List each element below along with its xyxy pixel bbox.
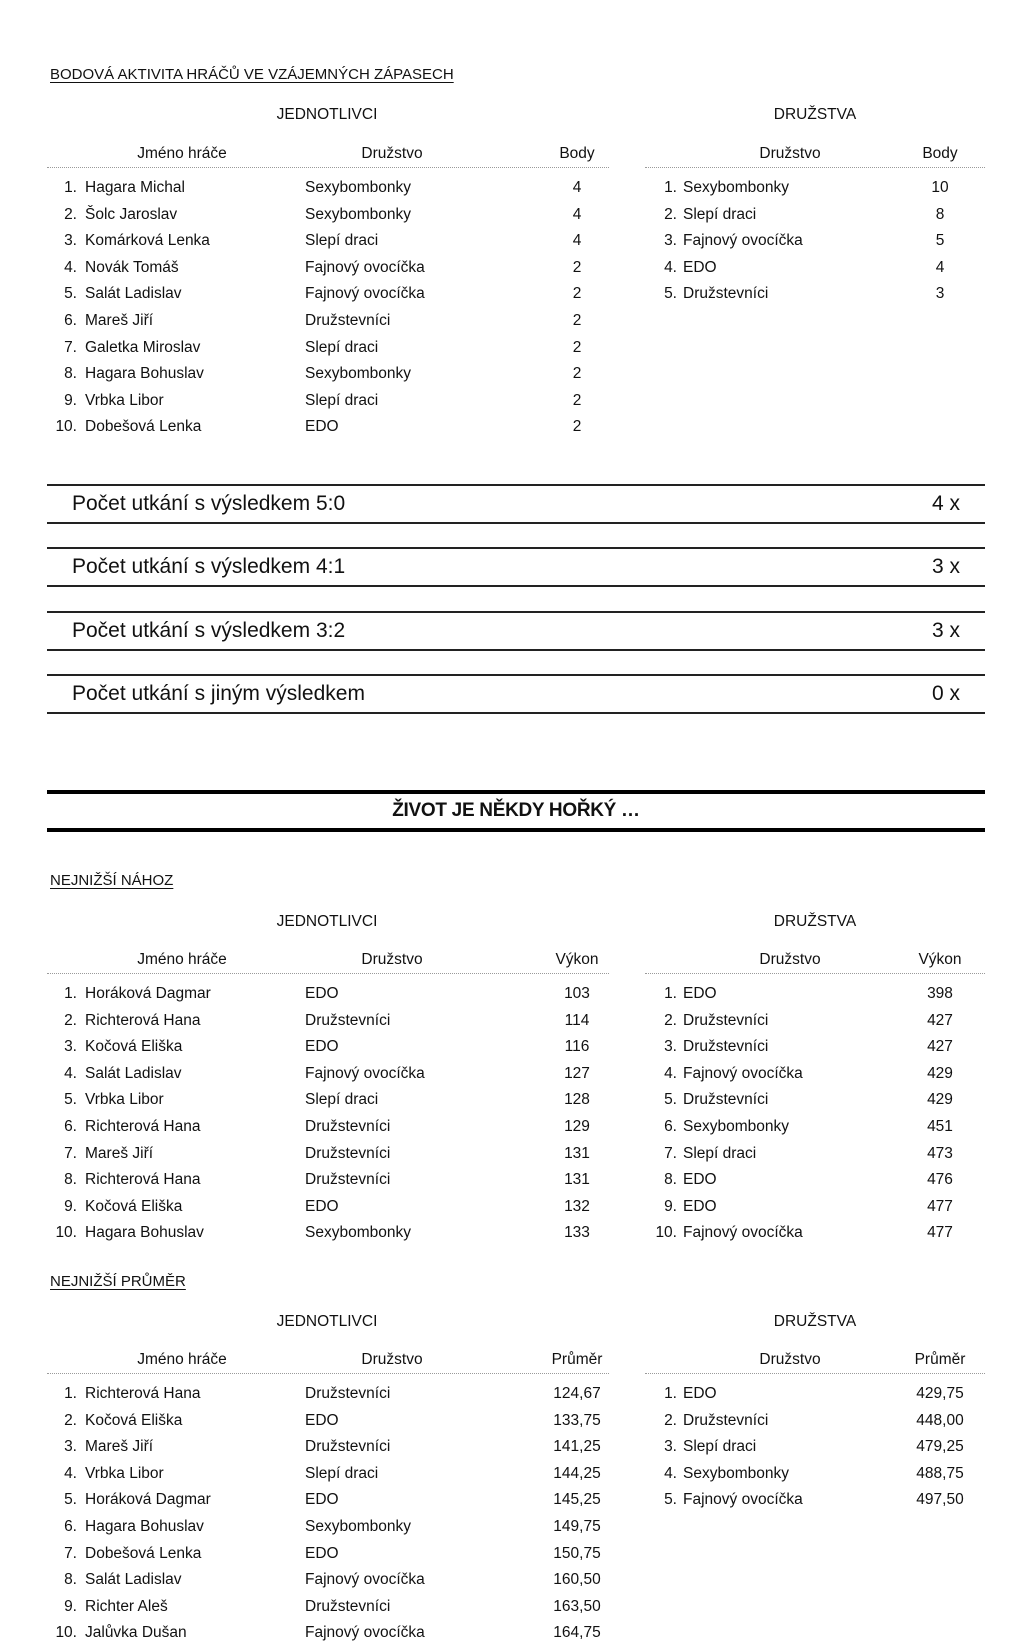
- team-name: Fajnový ovocíčka: [305, 285, 425, 303]
- table-row: [47, 1118, 609, 1140]
- value: 5: [935, 232, 945, 250]
- rank: 8.: [64, 1571, 77, 1589]
- player-name: Dobešová Lenka: [85, 1544, 202, 1562]
- table-row: [47, 1038, 609, 1060]
- rank: 10.: [655, 1224, 677, 1242]
- value: 429: [927, 1091, 953, 1109]
- player-name: Mareš Jiří: [85, 1144, 154, 1162]
- rank: 6.: [64, 1118, 77, 1135]
- player-name: Hagara Bohuslav: [85, 1518, 204, 1535]
- result-label: Počet utkání s výsledkem 5:0: [72, 492, 346, 515]
- rank: 8.: [664, 1171, 677, 1189]
- rank: 3.: [664, 232, 677, 250]
- table-row: [47, 285, 609, 307]
- column-header-team: Družstvo: [759, 1351, 821, 1368]
- column-header-team: Družstvo: [361, 951, 423, 968]
- individuals-table: [47, 145, 609, 436]
- column-headers: [645, 145, 985, 165]
- result-count: 0 x: [931, 682, 960, 705]
- rank: 9.: [664, 1197, 677, 1215]
- team-name: Sexybombonky: [305, 1224, 411, 1242]
- table-row: [47, 1598, 609, 1620]
- dotted-divider: [645, 973, 985, 974]
- table-row: [645, 1465, 985, 1487]
- column-header-team: Družstvo: [759, 951, 821, 968]
- table-row: [645, 1171, 985, 1193]
- table-row: [47, 1385, 609, 1407]
- table-row: [645, 1224, 985, 1246]
- dotted-divider: [645, 167, 985, 168]
- rank: 2.: [64, 1411, 77, 1429]
- column-header-name: Jméno hráče: [137, 145, 227, 162]
- value: 127: [564, 1064, 590, 1082]
- table-row: [645, 1065, 985, 1087]
- table-row: [47, 1012, 609, 1034]
- player-name: Galetka Miroslav: [85, 338, 201, 356]
- team-name: Fajnový ovocíčka: [305, 258, 425, 276]
- team-name: Slepí draci: [305, 232, 379, 250]
- column-header-team: Družstvo: [361, 1351, 423, 1368]
- value: 477: [927, 1197, 953, 1215]
- table-row: [645, 1118, 985, 1140]
- value: 427: [927, 1011, 953, 1029]
- rank: 7.: [64, 1544, 77, 1562]
- player-name: Richterová Hana: [85, 1011, 201, 1029]
- value: 124,67: [553, 1385, 601, 1402]
- team-name: EDO: [683, 1197, 717, 1215]
- value: 429,75: [916, 1385, 964, 1402]
- value: 2: [572, 258, 582, 276]
- result-row: [47, 484, 985, 524]
- player-name: Kočová Eliška: [85, 1038, 183, 1056]
- team-name: Družstevníci: [305, 1011, 391, 1029]
- value: 398: [927, 985, 953, 1002]
- table-row: [47, 1438, 609, 1460]
- team-name: Sexybombonky: [305, 205, 411, 223]
- rank: 9.: [64, 1597, 77, 1615]
- rank: 1.: [64, 985, 77, 1002]
- team-name: EDO: [305, 1197, 339, 1215]
- value: 451: [927, 1118, 953, 1135]
- result-label: Počet utkání s jiným výsledkem: [72, 682, 365, 705]
- subtitle-teams: DRUŽSTVA: [773, 913, 857, 930]
- column-header-value: Výkon: [918, 951, 962, 968]
- banner-title: ŽIVOT JE NĚKDY HOŘKÝ …: [392, 800, 640, 821]
- team-name: EDO: [305, 1491, 339, 1509]
- table-row: [47, 1145, 609, 1167]
- value: 497,50: [916, 1491, 964, 1509]
- subtitle-teams: DRUŽSTVA: [773, 106, 857, 123]
- team-name: Sexybombonky: [305, 1518, 411, 1535]
- team-name: EDO: [305, 418, 339, 436]
- rank: 3.: [664, 1438, 677, 1456]
- table-row: [645, 232, 985, 254]
- team-name: Sexybombonky: [683, 1464, 789, 1482]
- value: 479,25: [916, 1438, 964, 1456]
- value: 133: [564, 1224, 590, 1242]
- rank: 4.: [664, 1464, 677, 1482]
- team-name: Slepí draci: [305, 391, 379, 409]
- value: 150,75: [553, 1544, 601, 1562]
- value: 488,75: [916, 1464, 964, 1482]
- column-headers: [47, 1351, 609, 1371]
- rank: 10.: [55, 418, 77, 436]
- player-name: Šolc Jaroslav: [85, 205, 178, 223]
- table-row: [47, 392, 609, 414]
- team-name: Slepí draci: [683, 1144, 757, 1162]
- table-row: [47, 1065, 609, 1087]
- value: 477: [927, 1224, 953, 1242]
- value: 429: [927, 1064, 953, 1082]
- rank: 5.: [64, 1091, 77, 1109]
- table-row: [645, 1438, 985, 1460]
- table-row: [47, 1198, 609, 1220]
- table-row: [645, 259, 985, 281]
- value: 4: [935, 258, 945, 276]
- column-headers: [645, 1351, 985, 1371]
- rank: 5.: [64, 285, 77, 303]
- player-name: Hagara Bohuslav: [85, 365, 204, 383]
- rank: 8.: [64, 365, 77, 383]
- value: 427: [927, 1038, 953, 1056]
- rank: 5.: [664, 1491, 677, 1509]
- team-name: Družstevníci: [305, 312, 391, 329]
- team-name: EDO: [305, 1544, 339, 1562]
- player-name: Richter Aleš: [85, 1597, 168, 1615]
- value: 163,50: [553, 1597, 601, 1615]
- individuals-table: [47, 951, 609, 1242]
- rank: 7.: [64, 338, 77, 356]
- value: 141,25: [553, 1438, 601, 1456]
- table-row: [47, 312, 609, 334]
- team-name: Fajnový ovocíčka: [305, 1571, 425, 1589]
- team-name: Sexybombonky: [305, 179, 411, 196]
- team-name: Družstevníci: [683, 1038, 769, 1056]
- column-header-value: Body: [559, 145, 595, 162]
- column-headers: [47, 145, 609, 165]
- section-title-lowest-throw: NEJNIŽŠÍ NÁHOZ: [50, 872, 174, 889]
- subtitle-individuals: JEDNOTLIVCI: [276, 1313, 378, 1330]
- table-row: [47, 1091, 609, 1113]
- value: 116: [564, 1038, 590, 1056]
- dotted-divider: [47, 167, 609, 168]
- section-title-point-activity: BODOVÁ AKTIVITA HRÁČŮ VE VZÁJEMNÝCH ZÁPASECH: [50, 66, 454, 83]
- table-row: [47, 259, 609, 281]
- value: 8: [935, 205, 945, 223]
- rank: 7.: [664, 1144, 677, 1162]
- team-name: Sexybombonky: [683, 179, 789, 196]
- column-header-value: Průměr: [914, 1351, 966, 1368]
- value: 149,75: [553, 1518, 601, 1535]
- teams-table: [645, 1351, 985, 1509]
- table-row: [645, 1145, 985, 1167]
- table-row: [47, 339, 609, 361]
- value: 145,25: [553, 1491, 601, 1509]
- value: 448,00: [916, 1411, 964, 1429]
- team-name: Družstevníci: [683, 1011, 769, 1029]
- team-name: Fajnový ovocíčka: [305, 1064, 425, 1082]
- rank: 2.: [64, 1011, 77, 1029]
- table-row: [645, 179, 985, 201]
- value: 2: [572, 312, 582, 329]
- table-row: [645, 1491, 985, 1513]
- table-row: [47, 1412, 609, 1434]
- team-name: Slepí draci: [305, 338, 379, 356]
- value: 131: [564, 1144, 590, 1162]
- team-name: Fajnový ovocíčka: [683, 1224, 803, 1242]
- team-name: Družstevníci: [683, 1411, 769, 1429]
- table-row: [47, 1171, 609, 1193]
- value: 2: [572, 391, 582, 409]
- value: 2: [572, 338, 582, 356]
- team-name: Slepí draci: [683, 205, 757, 223]
- individuals-table: [47, 1351, 609, 1642]
- result-label: Počet utkání s výsledkem 4:1: [72, 555, 346, 578]
- result-row: [47, 611, 985, 651]
- rank: 1.: [664, 985, 677, 1002]
- team-name: Družstevníci: [305, 1144, 391, 1162]
- subtitle-teams: DRUŽSTVA: [773, 1313, 857, 1330]
- subtitle-individuals: JEDNOTLIVCI: [276, 106, 378, 123]
- player-name: Salát Ladislav: [85, 1571, 182, 1589]
- table-row: [47, 1465, 609, 1487]
- table-row: [47, 418, 609, 440]
- result-row: [47, 547, 985, 587]
- player-name: Mareš Jiří: [85, 312, 154, 329]
- player-name: Richterová Hana: [85, 1171, 201, 1189]
- rank: 1.: [664, 179, 677, 196]
- table-row: [47, 1491, 609, 1513]
- value: 473: [927, 1144, 953, 1162]
- player-name: Vrbka Libor: [85, 1464, 164, 1482]
- rank: 6.: [664, 1118, 677, 1135]
- rank: 5.: [64, 1491, 77, 1509]
- table-row: [47, 206, 609, 228]
- team-name: Fajnový ovocíčka: [305, 1624, 425, 1642]
- team-name: Slepí draci: [305, 1464, 379, 1482]
- column-header-team: Družstvo: [759, 145, 821, 162]
- value: 132: [564, 1197, 590, 1215]
- value: 4: [572, 179, 582, 196]
- team-name: Družstevníci: [305, 1438, 391, 1456]
- column-header-value: Body: [922, 145, 958, 162]
- player-name: Jalůvka Dušan: [85, 1624, 187, 1642]
- team-name: Sexybombonky: [683, 1118, 789, 1135]
- player-name: Dobešová Lenka: [85, 418, 202, 436]
- rank: 4.: [64, 1064, 77, 1082]
- team-name: EDO: [305, 985, 339, 1002]
- player-name: Hagara Michal: [85, 179, 185, 196]
- player-name: Horáková Dagmar: [85, 985, 211, 1002]
- team-name: Družstevníci: [305, 1118, 391, 1135]
- column-header-team: Družstvo: [361, 145, 423, 162]
- player-name: Salát Ladislav: [85, 285, 182, 303]
- rank: 7.: [64, 1144, 77, 1162]
- column-headers: [645, 951, 985, 971]
- player-name: Horáková Dagmar: [85, 1491, 211, 1509]
- rank: 3.: [664, 1038, 677, 1056]
- value: 128: [564, 1091, 590, 1109]
- rank: 6.: [64, 312, 77, 329]
- team-name: EDO: [683, 1385, 717, 1402]
- table-row: [47, 365, 609, 387]
- rank: 1.: [64, 179, 77, 196]
- rank: 5.: [664, 285, 677, 303]
- team-name: Sexybombonky: [305, 365, 411, 383]
- subtitle-individuals: JEDNOTLIVCI: [276, 913, 378, 930]
- rank: 4.: [64, 1464, 77, 1482]
- value: 144,25: [553, 1464, 601, 1482]
- dotted-divider: [645, 1373, 985, 1374]
- team-name: Fajnový ovocíčka: [683, 232, 803, 250]
- player-name: Salát Ladislav: [85, 1064, 182, 1082]
- table-row: [47, 179, 609, 201]
- rank: 3.: [64, 1038, 77, 1056]
- dotted-divider: [47, 1373, 609, 1374]
- player-name: Kočová Eliška: [85, 1411, 183, 1429]
- table-row: [47, 985, 609, 1007]
- result-count: 3 x: [931, 619, 960, 642]
- value: 114: [564, 1011, 590, 1029]
- value: 164,75: [553, 1624, 601, 1642]
- table-row: [47, 1224, 609, 1246]
- section-title-lowest-average: NEJNIŽŠÍ PRŮMĚR: [50, 1273, 186, 1290]
- player-name: Vrbka Libor: [85, 1091, 164, 1109]
- value: 2: [572, 365, 582, 383]
- table-row: [645, 1198, 985, 1220]
- table-row: [645, 985, 985, 1007]
- team-name: EDO: [683, 1171, 717, 1189]
- team-name: Družstevníci: [683, 1091, 769, 1109]
- team-name: EDO: [683, 985, 717, 1002]
- column-header-value: Výkon: [555, 951, 599, 968]
- table-row: [47, 1545, 609, 1567]
- value: 10: [931, 179, 949, 196]
- value: 2: [572, 418, 582, 436]
- team-name: Slepí draci: [683, 1438, 757, 1456]
- rank: 3.: [64, 232, 77, 250]
- rank: 2.: [664, 205, 677, 223]
- player-name: Vrbka Libor: [85, 391, 164, 409]
- value: 3: [935, 285, 945, 303]
- rank: 4.: [664, 258, 677, 276]
- rank: 8.: [64, 1171, 77, 1189]
- rank: 5.: [664, 1091, 677, 1109]
- table-row: [645, 1412, 985, 1434]
- table-row: [47, 232, 609, 254]
- player-name: Mareš Jiří: [85, 1438, 154, 1456]
- team-name: Fajnový ovocíčka: [683, 1064, 803, 1082]
- team-name: EDO: [683, 258, 717, 276]
- rank: 2.: [664, 1411, 677, 1429]
- teams-table: [645, 145, 985, 303]
- rank: 1.: [664, 1385, 677, 1402]
- player-name: Komárková Lenka: [85, 232, 210, 250]
- team-name: Družstevníci: [305, 1597, 391, 1615]
- dotted-divider: [47, 973, 609, 974]
- team-name: Fajnový ovocíčka: [683, 1491, 803, 1509]
- rank: 10.: [55, 1624, 77, 1642]
- value: 129: [564, 1118, 590, 1135]
- rank: 10.: [55, 1224, 77, 1242]
- value: 2: [572, 285, 582, 303]
- table-row: [645, 1012, 985, 1034]
- value: 103: [564, 985, 590, 1002]
- team-name: EDO: [305, 1411, 339, 1429]
- rank: 4.: [664, 1064, 677, 1082]
- player-name: Hagara Bohuslav: [85, 1224, 204, 1242]
- rank: 9.: [64, 391, 77, 409]
- result-count: 3 x: [931, 555, 960, 578]
- table-row: [47, 1518, 609, 1540]
- team-name: EDO: [305, 1038, 339, 1056]
- column-headers: [47, 951, 609, 971]
- value: 133,75: [553, 1411, 601, 1429]
- rank: 1.: [64, 1385, 77, 1402]
- column-header-name: Jméno hráče: [137, 1351, 227, 1368]
- rank: 6.: [64, 1518, 77, 1535]
- table-row: [47, 1624, 609, 1646]
- value: 4: [572, 232, 582, 250]
- rank: 9.: [64, 1197, 77, 1215]
- player-name: Richterová Hana: [85, 1385, 201, 1402]
- result-count: 4 x: [931, 492, 960, 515]
- rank: 2.: [64, 205, 77, 223]
- result-row: [47, 674, 985, 714]
- table-row: [645, 1385, 985, 1407]
- rank: 4.: [64, 258, 77, 276]
- value: 160,50: [553, 1571, 601, 1589]
- player-name: Novák Tomáš: [85, 258, 179, 276]
- result-label: Počet utkání s výsledkem 3:2: [72, 619, 346, 642]
- value: 476: [927, 1171, 953, 1189]
- table-row: [645, 1038, 985, 1060]
- table-row: [645, 1091, 985, 1113]
- team-name: Družstevníci: [683, 285, 769, 303]
- column-header-value: Průměr: [551, 1351, 603, 1368]
- teams-table: [645, 951, 985, 1242]
- team-name: Družstevníci: [305, 1385, 391, 1402]
- table-row: [47, 1571, 609, 1593]
- player-name: Kočová Eliška: [85, 1197, 183, 1215]
- table-row: [645, 206, 985, 228]
- team-name: Slepí draci: [305, 1091, 379, 1109]
- value: 131: [564, 1171, 590, 1189]
- value: 4: [572, 205, 582, 223]
- player-name: Richterová Hana: [85, 1118, 201, 1135]
- table-row: [645, 285, 985, 307]
- column-header-name: Jméno hráče: [137, 951, 227, 968]
- team-name: Družstevníci: [305, 1171, 391, 1189]
- rank: 2.: [664, 1011, 677, 1029]
- rank: 3.: [64, 1438, 77, 1456]
- banner: [47, 790, 985, 832]
